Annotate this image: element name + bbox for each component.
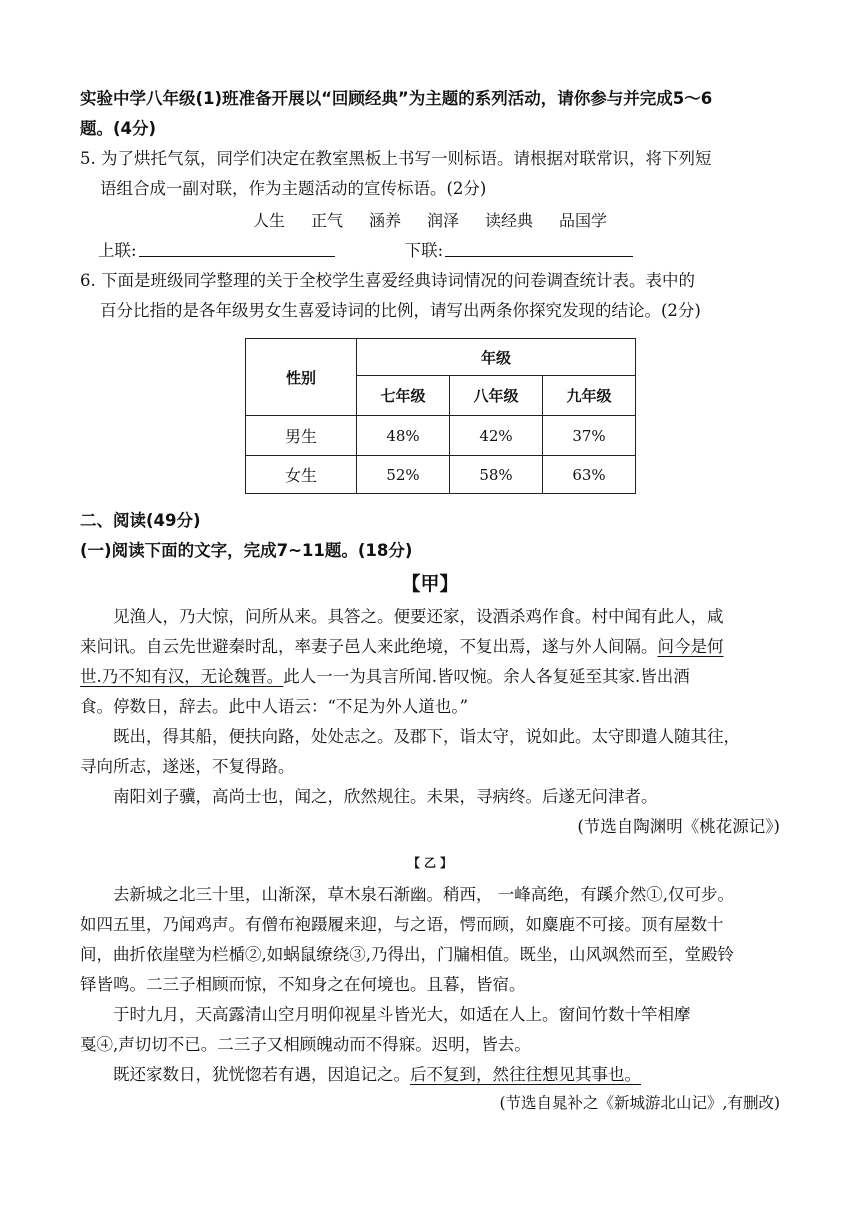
table-cell: 52%	[357, 456, 450, 494]
passage-jia-line: 南阳刘子骥，高尚士也，闻之，欣然规往。未果，寻病终。后遂无问津者。	[113, 787, 658, 806]
passage-jia-title: 【甲】	[401, 573, 459, 595]
phrase: 品国学	[559, 211, 608, 230]
passage-jia-source: (节选自陶渊明《桃花源记》)	[577, 817, 780, 836]
table-cell: 37%	[543, 416, 636, 456]
upper-couplet-blank[interactable]	[139, 236, 335, 257]
row-label-male: 男生	[246, 416, 357, 456]
passage-yi-line	[80, 1060, 780, 1090]
intro-line-2: 题。(4分)	[80, 119, 157, 138]
passage-jia-line: 既出，得其船，便扶向路，处处志之。及郡下，诣太守，说如此。太守即遣人随其往，	[113, 727, 740, 746]
passage-yi-line: 去新城之北三十里，山渐深，草木泉石渐幽。稍西， 一峰高绝，有蹊介然①,仅可步。	[113, 885, 734, 904]
table-cell: 42%	[450, 416, 543, 456]
table-cell: 63%	[543, 456, 636, 494]
gender-header: 性别	[246, 339, 357, 416]
question-5-line-1: 5. 为了烘托气氛，同学们决定在教室黑板上书写一则标语。请根据对联常识，将下列短	[80, 149, 712, 168]
underlined-sentence: 后不复到，然往往想见其事也。	[410, 1065, 641, 1084]
question-6-line-2: 百分比指的是各年级男女生喜爱诗词的比例，请写出两条你探究发现的结论。(2分)	[100, 301, 701, 320]
passage-text: 此人一一为具言所闻.皆叹惋。余人各复延至其家.皆出酒	[283, 667, 690, 686]
table-cell: 58%	[450, 456, 543, 494]
phrase: 润泽	[427, 211, 460, 230]
table-row	[246, 456, 636, 494]
upper-couplet-label: 上联:	[98, 241, 137, 260]
phrase: 涵养	[368, 211, 401, 230]
survey-table	[245, 338, 636, 494]
passage-yi-line: 铎皆鸣。二三子相顾而惊，不知身之在何境也。且暮，皆宿。	[80, 975, 526, 994]
grade-header: 年级	[357, 339, 636, 376]
underlined-sentence: 问今是何	[657, 637, 724, 656]
grade-9-header: 九年级	[543, 376, 636, 416]
passage-yi-source: (节选自晁补之《新城游北山记》,有删改)	[499, 1094, 780, 1112]
passage-yi-line: 戛④,声切切不已。二三子又相顾魄动而不得寐。迟明，皆去。	[80, 1035, 531, 1054]
lower-couplet-blank[interactable]	[445, 236, 633, 257]
table-cell: 48%	[357, 416, 450, 456]
passage-yi-line: 于时九月，天高露清山空月明仰视星斗皆光大，如适在人上。窗间竹数十竿相摩	[113, 1005, 691, 1024]
passage-jia-line	[80, 632, 780, 662]
passage-text: 来问讯。自云先世避秦时乱，率妻子邑人来此绝境，不复出焉，遂与外人间隔。	[80, 637, 658, 656]
question-6-line-1: 6. 下面是班级同学整理的关于全校学生喜爱经典诗词情况的问卷调查统计表。表中的	[80, 271, 695, 290]
question-5-line-2: 语组合成一副对联，作为主题活动的宣传标语。(2分)	[100, 179, 487, 198]
section-2-subtitle: (一)阅读下面的文字，完成7~11题。(18分)	[80, 541, 413, 560]
passage-jia-line: 见渔人，乃大惊，问所从来。具答之。便要还家，设酒杀鸡作食。村中闻有此人，咸	[113, 607, 724, 626]
passage-jia-line: 食。停数日，辞去。此中人语云：“不足为外人道也。”	[80, 697, 469, 716]
grade-7-header: 七年级	[357, 376, 450, 416]
passage-jia-line: 寻向所志，遂迷，不复得路。	[80, 757, 295, 776]
passage-jia-line	[80, 662, 780, 692]
exam-page	[80, 84, 780, 1116]
intro-line-1: 实验中学八年级(1)班准备开展以“回顾经典”为主题的系列活动，请你参与并完成5～6	[80, 89, 713, 108]
table-row	[246, 416, 636, 456]
phrase: 正气	[310, 211, 343, 230]
passage-yi-line: 如四五里，乃闻鸡声。有僧布袍蹑履来迎，与之语，愕而顾，如麋鹿不可接。顶有屋数十	[80, 915, 724, 934]
section-2-title: 二、阅读(49分)	[80, 511, 201, 530]
phrase: 读经典	[485, 211, 534, 230]
passage-yi-line: 间，曲折依崖壁为栏楯②,如蜗鼠缭绕③,乃得出，门牖相值。既坐，山风飒然而至，堂殿铃	[80, 945, 734, 964]
underlined-sentence: 世.乃不知有汉，无论魏晋。	[80, 667, 284, 686]
row-label-female: 女生	[246, 456, 357, 494]
phrase: 人生	[252, 211, 285, 230]
couplet-answer-row	[80, 236, 780, 266]
passage-text: 既还家数日，犹恍惚若有遇，因追记之。	[113, 1065, 410, 1084]
phrase-list	[80, 206, 780, 236]
passage-yi-title: 【 乙 】	[407, 856, 453, 870]
grade-8-header: 八年级	[450, 376, 543, 416]
lower-couplet-label: 下联:	[404, 241, 444, 260]
